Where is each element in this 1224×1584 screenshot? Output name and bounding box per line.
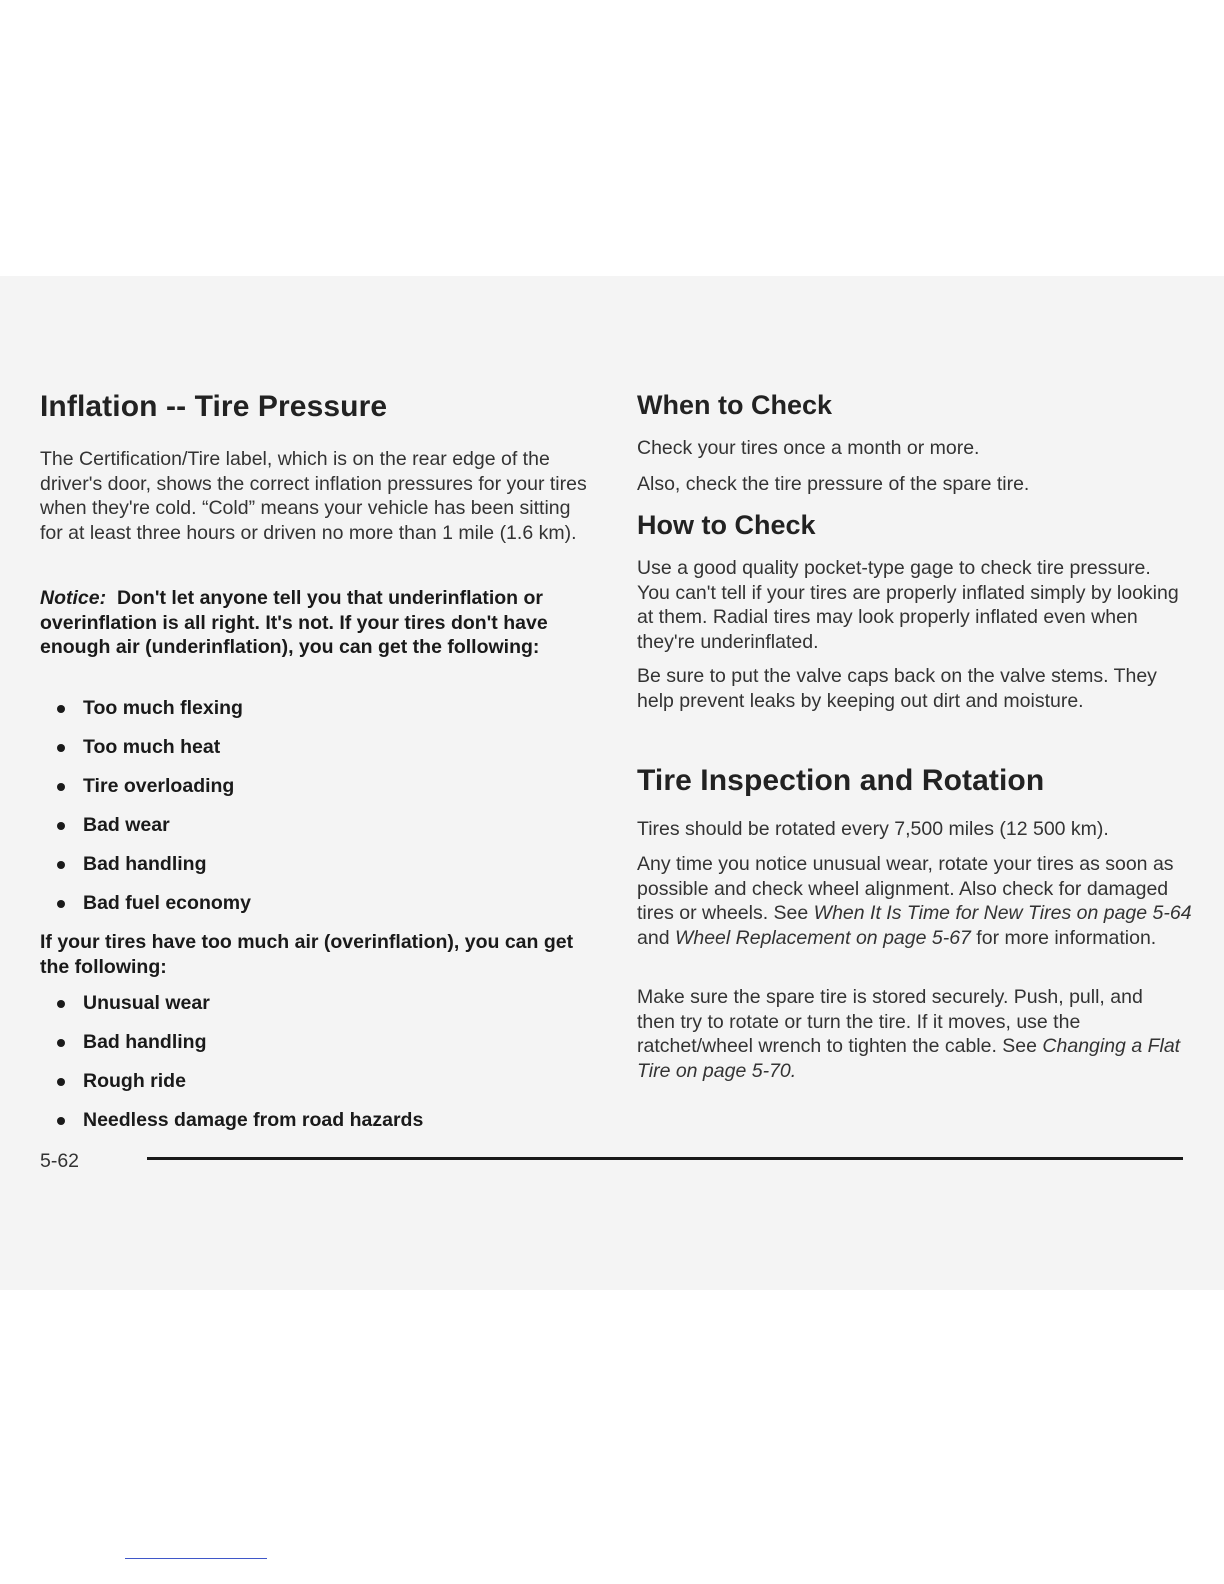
list-item: Unusual wear [40, 991, 600, 1015]
divider-line [125, 1558, 267, 1559]
bullet-icon [57, 744, 65, 752]
bullet-icon [57, 783, 65, 791]
underinflation-list [40, 696, 600, 930]
section-title-inflation: Inflation -- Tire Pressure [40, 390, 388, 423]
reference-link[interactable]: When It Is Time for New Tires on page 5-64 [813, 902, 1192, 924]
rotation-paragraph-2: Any time you notice unusual wear, rotate your tires as soon as possible and check wheel alignment. Also check for damaged tires or wheels. See When It Is Time for New Tires on page 5-64 and Wheel Replacement on page 5-67 for more information. [637, 853, 1192, 949]
list-item: Bad wear [40, 813, 600, 837]
notice-label: Notice: [40, 587, 107, 609]
list-item: Tire overloading [40, 774, 600, 798]
manual-page [0, 276, 1224, 1290]
when-paragraph-2: Also, check the tire pressure of the spare tire. [637, 473, 1030, 495]
bullet-icon [57, 1117, 65, 1125]
bullet-icon [57, 1000, 65, 1008]
bullet-icon [57, 1039, 65, 1047]
footer-rule [147, 1157, 1183, 1160]
reference-link[interactable]: Changing a Flat Tire on page 5-70. [637, 1035, 1181, 1082]
bullet-icon [57, 900, 65, 908]
rotation-paragraph-3: Make sure the spare tire is stored securely. Push, pull, and then try to rotate or turn the tire. If it moves, use the ratchet/wheel wrench to tighten the cable. See Changing a Flat Tire on page 5-70. [637, 986, 1181, 1082]
reference-link[interactable]: Wheel Replacement on page 5-67 [674, 926, 971, 949]
notice-text: Don't let anyone tell you that underinflation or overinflation is all right. It's not. If your tires don't have enough air (underinflation), you can get the following: [40, 587, 548, 658]
list-item: Needless damage from road hazards [40, 1108, 600, 1132]
list-item: Bad handling [40, 852, 600, 876]
list-item: Bad fuel economy [40, 891, 600, 915]
section-title-inspection-rotation: Tire Inspection and Rotation [637, 764, 1045, 797]
how-paragraph-2: Be sure to put the valve caps back on the valve stems. They help prevent leaks by keeping out dirt and moisture. [637, 665, 1157, 712]
section-title-when-to-check: When to Check [637, 390, 833, 420]
bullet-icon [57, 822, 65, 830]
how-paragraph-1: Use a good quality pocket-type gage to check tire pressure. You can't tell if your tires are properly inflated simply by looking at them. Radial tires may look properly inflated even when they're underinflated. [637, 557, 1179, 653]
rotation-paragraph-1: Tires should be rotated every 7,500 miles (12 500 km). [637, 818, 1109, 840]
section-title-how-to-check: How to Check [637, 510, 816, 540]
intro-paragraph: The Certification/Tire label, which is on the rear edge of the driver's door, shows the correct inflation pressures for your tires when they're cold. “Cold” means your vehicle has been sitting for at least three hours or driven no more than 1 mile (1.6 km). [40, 448, 587, 544]
page-number: 5-62 [40, 1150, 80, 1172]
bullet-icon [57, 861, 65, 869]
list-item: Rough ride [40, 1069, 600, 1093]
when-paragraph-1: Check your tires once a month or more. [637, 437, 980, 459]
overinflation-list [40, 991, 600, 1147]
list-item: Bad handling [40, 1030, 600, 1054]
overinflation-intro: If your tires have too much air (overinflation), you can get the following: [40, 931, 574, 978]
bullet-icon [57, 705, 65, 713]
list-item: Too much heat [40, 735, 600, 759]
notice-paragraph [40, 586, 596, 660]
list-item: Too much flexing [40, 696, 600, 720]
bullet-icon [57, 1078, 65, 1086]
